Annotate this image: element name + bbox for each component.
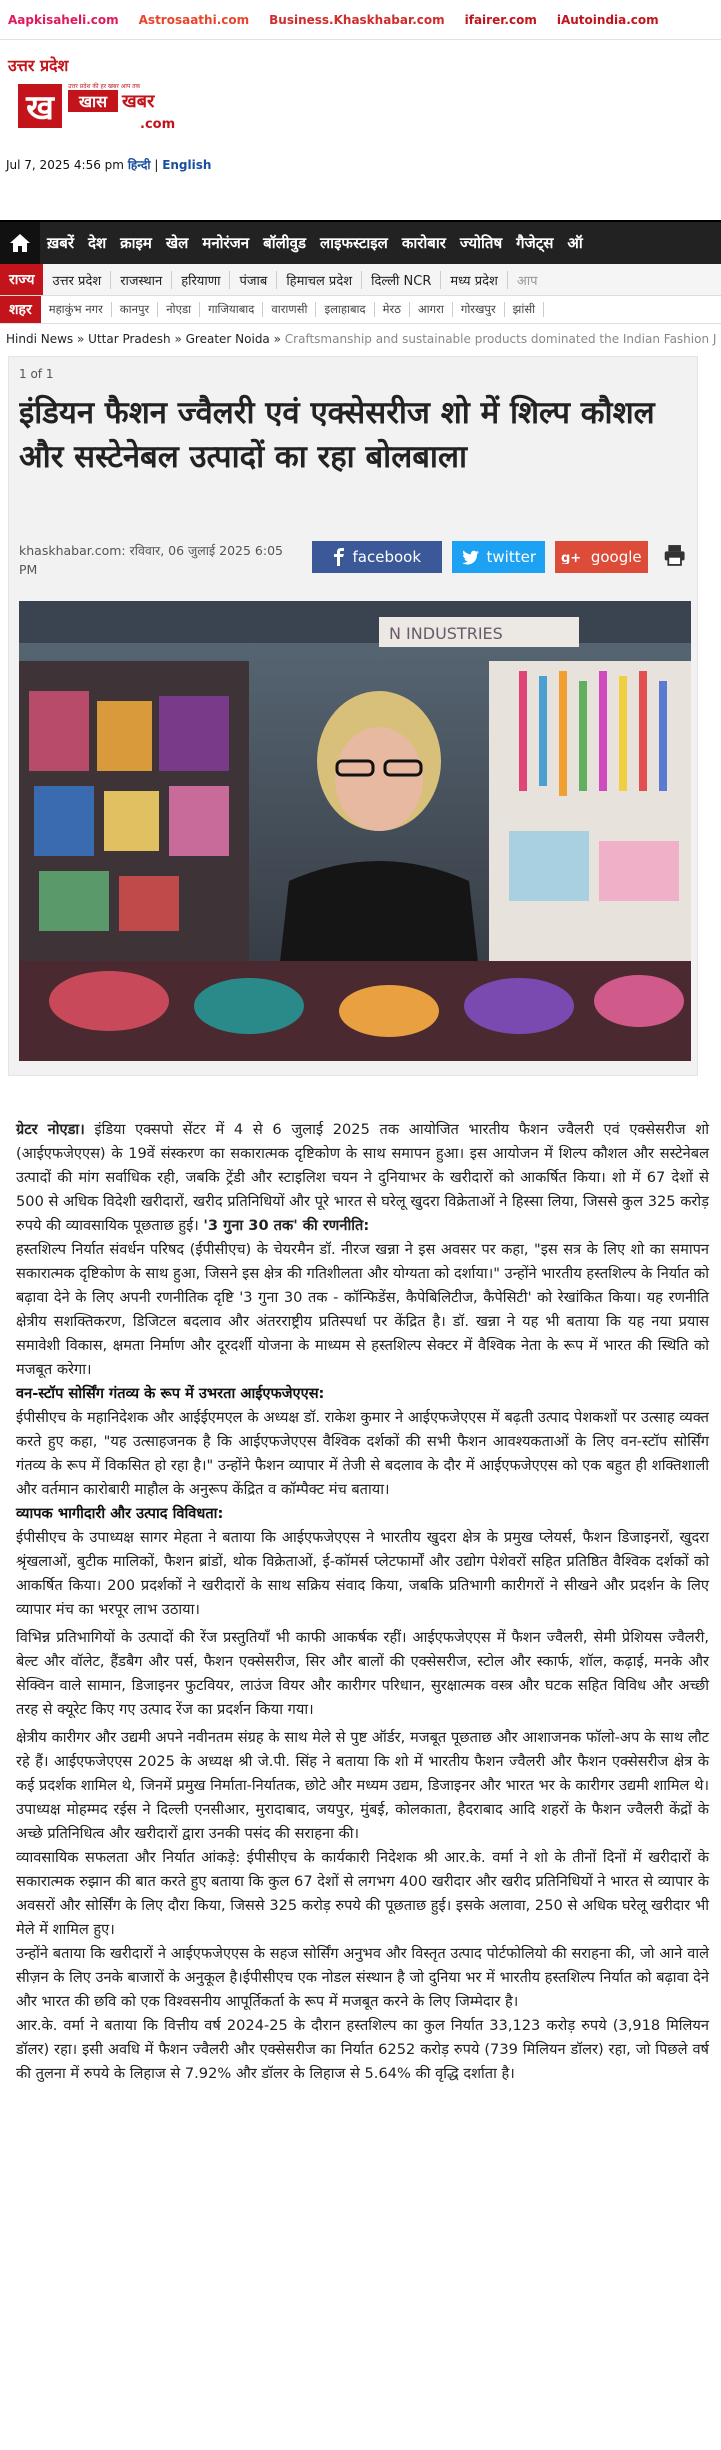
- state-item-punjab[interactable]: पंजाब: [230, 271, 277, 289]
- nav-item-jyotish[interactable]: ज्योतिष: [459, 234, 503, 252]
- lang-separator: |: [154, 158, 159, 172]
- city-item-noida[interactable]: नोएडा: [158, 302, 200, 317]
- state-item-haryana[interactable]: हरियाणा: [172, 271, 230, 289]
- partner-link-business-khaskhabar[interactable]: Business.Khaskhabar.com: [269, 12, 445, 27]
- city-item-meerut[interactable]: मेरठ: [375, 302, 410, 317]
- breadcrumb-uttar-pradesh[interactable]: Uttar Pradesh: [88, 332, 171, 346]
- logo-domain: .com: [140, 117, 176, 132]
- article-subheading: वन-स्टॉप सोर्सिंग गंतव्य के रूप में उभरता आईएफजेएएस:: [16, 1385, 325, 1402]
- article-card: [8, 356, 698, 1076]
- article-meta-row: [19, 541, 687, 587]
- article-paragraph: आर.के. वर्मा ने बताया कि वित्तीय वर्ष 2024-25 के दौरान हस्तशिल्प का कुल निर्यात 33,123 करोड़ रुपये (3,918 मिलियन डॉलर) रहा। इसी अवधि में फैशन ज्वैलरी और एक्सेसरीज का निर्यात 6252 करोड़ रुपये (739 मिलियन डॉलर) रहा, जो पिछले वर्ष की तुलना में रुपये के लिहाज से 7.92% और डॉलर के लिहाज से 5.64% की वृद्धि दर्शाता है।: [16, 2017, 709, 2082]
- print-icon[interactable]: [662, 541, 687, 569]
- state-item-more[interactable]: आप: [516, 273, 538, 289]
- subheading-inline: '3 गुना 30 तक' की रणनीति:: [203, 1217, 370, 1234]
- share-google-button[interactable]: [555, 541, 648, 573]
- nav-item-more[interactable]: ऑ: [567, 234, 583, 252]
- partner-link-astrosaathi[interactable]: Astrosaathi.com: [138, 12, 250, 27]
- state-nav-row: [0, 264, 721, 296]
- photo-banner-text: N INDUSTRIES: [389, 624, 503, 643]
- lang-hindi-link[interactable]: हिन्दी: [127, 158, 151, 172]
- nav-item-crime[interactable]: क्राइम: [120, 234, 152, 252]
- partner-link-ifairer[interactable]: ifairer.com: [464, 12, 537, 27]
- state-item-himachal[interactable]: हिमाचल प्रदेश: [277, 271, 362, 289]
- state-item-up[interactable]: उत्तर प्रदेश: [43, 271, 111, 289]
- article-paragraph: हस्तशिल्प निर्यात संवर्धन परिषद (ईपीसीएच) के चेयरमैन डॉ. नीरज खन्ना ने इस अवसर पर कहा, "इस सत्र के लिए शो का समापन सकारात्मक दृष्टिकोण के साथ हुआ, जिसने इस क्षेत्र की गतिशीलता और योग्यता को दर्शाया।" उन्होंने भारतीय हस्तशिल्प के निर्यात को बढ़ावा देने के लिए अपनी रणनीतिक दृष्टि '3 गुना 30 तक - कॉन्फिडेंस, कैपेबिलिटीज, कैपेसिटी' को रेखांकित किया। यह रणनीति क्षेत्रीय सशक्तिकरण, डिजिटल बदलाव और अंतरराष्ट्रीय प्रतिस्पर्धा पर केंद्रित है। डॉ. खन्ना ने यह भी बताया कि यह नया प्रयास समावेशी विकास, क्षमता निर्माण और दूरदर्शी योजना के माध्यम से हस्तशिल्प सेक्टर में वैश्विक नेता के रूप में भारत की स्थिति को मजबूत करेगा।: [16, 1241, 709, 1378]
- state-item-delhi-ncr[interactable]: दिल्ली NCR: [362, 271, 441, 289]
- article-body: [0, 1076, 721, 2086]
- city-item-kanpur[interactable]: कानपुर: [112, 302, 158, 317]
- site-header: [0, 40, 721, 172]
- article-source-date: khaskhabar.com: रविवार, 06 जुलाई 2025 6:05 PM: [19, 543, 283, 577]
- breadcrumb-separator: »: [174, 332, 182, 346]
- city-item-allahabad[interactable]: इलाहाबाद: [316, 302, 374, 317]
- share-twitter-label: twitter: [486, 548, 536, 566]
- article-paragraph: क्षेत्रीय कारीगर और उद्यमी अपने नवीनतम संग्रह के साथ मेले से पुष्ट ऑर्डर, मजबूत पूछताछ और आशाजनक फॉलो-अप के साथ लौट रहे हैं। आईएफजेएएस 2025 के अध्यक्ष श्री जे.पी. सिंह ने बताया कि शो में भारतीय फैशन ज्वैलरी और फैशन एक्सेसरीज क्षेत्र के कई प्रदर्शक शामिल थे, जिनमें प्रमुख निर्माता-निर्यातक, छोटे और मध्यम उद्यम, डिजाइनर और भारत भर के कारीगर उद्यमी शामिल थे। उपाध्यक्ष मोहम्मद रईस ने दिल्ली एनसीआर, मुरादाबाद, जयपुर, मुंबई, कोलकाता, हैदराबाद आदि शहरों के फैशन ज्वैलरी केंद्रों के अच्छे प्रतिनिधित्व और खरीदारों द्वारा उनकी पसंद की सराहना की।: [16, 1729, 709, 1842]
- nav-item-manoranjan[interactable]: मनोरंजन: [202, 234, 250, 252]
- logo-word-2: खबर: [122, 91, 155, 112]
- nav-item-khel[interactable]: खेल: [165, 234, 189, 252]
- svg-text:g+: g+: [560, 551, 582, 564]
- share-google-label: google: [590, 548, 642, 566]
- article-paragraph: ईपीसीएच के उपाध्यक्ष सागर मेहता ने बताया कि आईएफजेएएस ने भारतीय खुदरा क्षेत्र के प्रमुख प्लेयर्स, फैशन डिजाइनरों, खुदरा श्रृंखलाओं, बुटीक मालिकों, फैशन ब्रांडों, थोक विक्रेताओं, ई-कॉमर्स प्लेटफार्मों और उद्योग पेशेवरों सहित प्रतिष्ठित वैश्विक दर्शकों को आकर्षित किया। 200 प्रदर्शकों ने खरीदारों के साथ सक्रिय संवाद किया, जबकि प्रतिभागी कारीगरों ने सीखने और प्रदर्शन के लिए व्यापार मंच का भरपूर लाभ उठाया।: [16, 1529, 709, 1618]
- city-item-jhansi[interactable]: झांसी: [505, 302, 544, 317]
- city-nav-row: [0, 296, 721, 324]
- city-row-tag: शहर: [0, 296, 41, 323]
- article-subheading: व्यापक भागीदारी और उत्पाद विविधता:: [16, 1505, 224, 1522]
- city-item-gorakhpur[interactable]: गोरखपुर: [453, 302, 505, 317]
- logo-mark: ख: [26, 88, 54, 128]
- nav-item-gadgets[interactable]: गैजेट्स: [516, 234, 554, 252]
- partner-link-iautoindia[interactable]: iAutoindia.com: [556, 12, 659, 27]
- lang-english-link[interactable]: English: [162, 158, 212, 172]
- article-paragraph: व्यावसायिक सफलता और निर्यात आंकड़े: ईपीसीएच के कार्यकारी निदेशक श्री आर.के. वर्मा ने शो के तीनों दिनों में खरीदारों के सकारात्मक रुझान की बात करते हुए बताया कि कुल 67 देशों से लगभग 400 खरीदार और खरीद प्रतिनिधियों ने भारत से व्यापार के अवसरों और सोर्सिंग के लिए दौरा किया, जिससे 325 करोड़ रुपये की पूछताछ हुई। इसके अलावा, 250 से अधिक घरेलू खरीदार भी मेले में शामिल हुए।: [16, 1849, 709, 1938]
- breadcrumb-current: Craftsmanship and sustainable products dominated the Indian Fashion J: [284, 332, 717, 346]
- dateline: [6, 156, 211, 173]
- dateline-lead: ग्रेटर नोएडा।: [16, 1121, 85, 1138]
- city-item-varanasi[interactable]: वाराणसी: [263, 302, 316, 317]
- article-paragraph: विभिन्न प्रतिभागियों के उत्पादों की रेंज प्रस्तुतियाँ भी काफी आकर्षक रहीं। आईएफजेएएस में फैशन ज्वैलरी, सेमी प्रेशियस ज्वैलरी, बेल्ट और वॉलेट, हैंडबैग और पर्स, फैशन एक्सेसरीज, सिर और बालों की एक्सेसरीज, स्टोल और स्कार्फ, शॉल, कढ़ाई, मनके और सेक्विन वाले सामान, डिजाइनर फुटवियर, लाउंज वियर और कारीगर परिधान, सुरक्षात्मक वस्त्र और घटक सहित विविध और अच्छी तरह से क्यूरेट किए गए उत्पाद रेंज का प्रदर्शन किया गया।: [16, 1629, 709, 1718]
- breadcrumb-separator: »: [76, 332, 85, 346]
- breadcrumb: [0, 324, 721, 354]
- partner-link-aapkisaheli[interactable]: Aapkisaheli.com: [8, 12, 119, 27]
- share-twitter-button[interactable]: [452, 541, 545, 573]
- breadcrumb-greater-noida[interactable]: Greater Noida: [185, 332, 270, 346]
- article-photo: [19, 601, 691, 1061]
- state-edition-label: उत्तर प्रदेश: [8, 56, 69, 75]
- state-item-mp[interactable]: मध्य प्रदेश: [441, 271, 507, 289]
- state-item-rajasthan[interactable]: राजस्थान: [111, 271, 172, 289]
- main-nav: [0, 220, 721, 264]
- photo-count: 1 of 1: [19, 367, 54, 381]
- breadcrumb-hindi-news[interactable]: Hindi News: [6, 332, 74, 346]
- home-button[interactable]: [0, 221, 40, 264]
- current-date-time: Jul 7, 2025 4:56 pm: [6, 158, 124, 172]
- breadcrumb-separator: »: [273, 332, 281, 346]
- city-item-agra[interactable]: आगरा: [410, 302, 453, 317]
- logo-tagline: उत्तर प्रदेश की हर खबर आप तक: [68, 83, 141, 90]
- nav-item-lifestyle[interactable]: लाइफस्टाइल: [320, 234, 388, 252]
- logo-word: खास: [78, 92, 108, 111]
- article-paragraph: ईपीसीएच के महानिदेशक और आईईएमएल के अध्यक्ष डॉ. राकेश कुमार ने आईएफजेएएस में बढ़ती उत्पाद पेशकशों पर उत्साह व्यक्त करते हुए कहा, "यह उत्साहजनक है कि आईएफजेएएस वैश्विक दर्शकों की सभी फैशन आवश्यकताओं के लिए वन-स्टॉप सोर्सिंग गंतव्य के रूप में विकसित हो रहा है।" उन्होंने फैशन व्यापार में तेजी से बदलाव के दौर में आईएफजेएएस को एक बहुत ही शक्तिशाली और वर्तमान कारोबारी माहौल के अनुरूप केंद्रित व कॉम्पैक्ट मंच बताया।: [16, 1409, 709, 1498]
- city-item-ghaziabad[interactable]: गाजियाबाद: [200, 302, 263, 317]
- google-plus-icon: [561, 550, 583, 564]
- share-facebook-button[interactable]: [312, 541, 442, 573]
- home-icon: [8, 232, 32, 254]
- article-paragraph: ग्रेटर नोएडा। इंडिया एक्सपो सेंटर में 4 से 6 जुलाई 2025 तक आयोजित भारतीय फैशन ज्वैलरी एवं एक्सेसरीज शो (आईएफजेएएस) के 19वें संस्करण का सकारात्मक दृष्टिकोण के साथ समापन हुआ। इस आयोजन में शिल्प कौशल और सस्टेनेबल उत्पादों की मांग सर्वाधिक रही, जबकि ट्रेंडी और स्टाइलिश चयन ने दुनियाभर के खरीदारों को आकर्षित किया। शो में 67 देशों से 500 से अधिक विदेशी खरीदारों, खरीद प्रतिनिधियों और पूरे भारत से घरेलू खुदरा विक्रेताओं ने हिस्सा लिया, जिससे कुल 325 करोड़ रुपये की व्यावसायिक पूछताछ हुई। '3 गुना 30 तक' की रणनीति:: [16, 1121, 709, 1234]
- article-headline: इंडियन फैशन ज्वैलरी एवं एक्सेसरीज शो में शिल्प कौशल और सस्टेनेबल उत्पादों का रहा बोलबाला: [19, 395, 655, 475]
- nav-item-karobar[interactable]: कारोबार: [401, 234, 446, 252]
- facebook-icon: [333, 548, 345, 566]
- nav-item-desh[interactable]: देश: [87, 234, 107, 252]
- article-paragraph: उन्होंने बताया कि खरीदारों ने आईएफजेएएस के सहज सोर्सिंग अनुभव और विस्तृत उत्पाद पोर्टफोलियो की सराहना की, जो आने वाले सीज़न के लिए उनके बाजारों के अनुकूल है।ईपीसीएच एक नोडल संस्थान है जो दुनिया भर में भारतीय हस्तशिल्प निर्यात को बढ़ावा देने और भारत की छवि को एक विश्वसनीय आपूर्तिकर्ता के रूप में मजबूत करने के लिए जिम्मेदार है।: [16, 1945, 709, 2010]
- twitter-icon: [461, 550, 479, 565]
- nav-item-khabaren[interactable]: ख़बरें: [47, 234, 74, 252]
- nav-item-bollywood[interactable]: बॉलीवुड: [263, 234, 307, 252]
- city-item-mahakumbh[interactable]: महाकुंभ नगर: [41, 302, 112, 317]
- share-facebook-label: facebook: [352, 548, 422, 566]
- state-row-tag: राज्य: [0, 264, 43, 295]
- partner-bar: [0, 0, 721, 40]
